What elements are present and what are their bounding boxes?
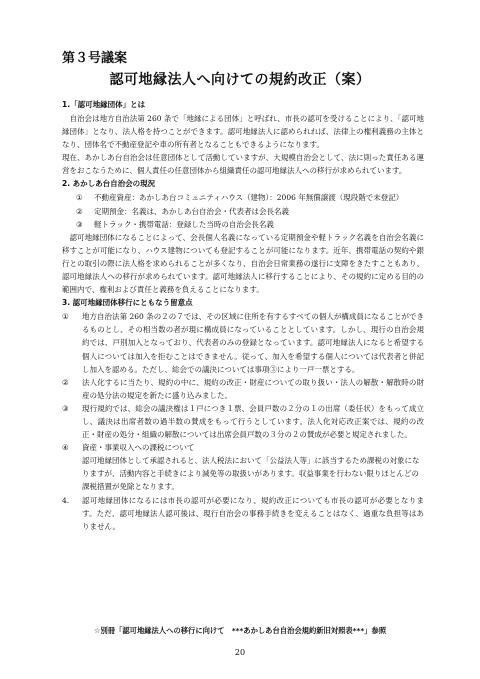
list-item (76, 218, 424, 231)
section-4-marker: 4. (62, 495, 70, 505)
section-1-heading: 1.「認可地縁団体」とは (62, 100, 146, 109)
list-marker: ③ (76, 219, 83, 229)
page-number: 20 (234, 648, 246, 657)
section-1-paragraph: 現在、あかしあ台自治会は任意団体として活動していますが、大規模自治会として、法に則った責任ある運営をおこなうために、個人責任の任意団体から組織責任の認可地縁法人への移行が求められています。 (62, 153, 424, 176)
list-item-text: 現行規約では、総会の議決権は１戸につき１票、会員戸数の２分の１の出席（委任状）をもって成立し、議決は出席者数の過半数の賛成をもって行うとしています。法人化対応改正案では、規約の改正・財産の処分・組織の解散については出席会員戸数の３分の２の賛成が必要と規定されました。 (82, 403, 424, 440)
list-item (76, 191, 424, 204)
list-item-text: 軽トラック・携帯電話：登録した当時の自治会長名義 (94, 219, 274, 229)
document-title: 認可地縁法人へ向けての規約改正（案） (109, 72, 371, 88)
list-marker: ① (76, 193, 83, 203)
list-marker: ④ (62, 443, 69, 453)
list-item (62, 441, 424, 454)
list-item (62, 310, 424, 375)
list-item (62, 402, 424, 441)
bill-number: 第３号議案 (62, 51, 128, 66)
list-item (76, 205, 424, 218)
reference-note: ☆別冊「認可地縁法人への移行に向けて ***あかしあ台自治会規約新旧対照表***」参照 (93, 626, 387, 635)
list-marker: ③ (62, 403, 69, 413)
list-marker: ② (62, 377, 69, 387)
section-3-heading: 3. 認可地縁団体移行にともなう留意点 (62, 298, 193, 308)
section-2-paragraph: 認可地縁団体になることによって、会長個人名義になっている定期預金や軽トラック名義を自治会名義に移すことが可能になり、ハウス建物についても登記することが可能になります。近年、携帯電話の契約や銀行との取引の際に法人格を求められることが多くなり、自治会日常業務の遂行に支障をきたすこともあり、認可地縁法人への移行が求められています。認可地縁法人に移行することにより、その規約に定める目的の範囲内で、権利および責任と義務を負えることになります。 (62, 232, 424, 295)
list-marker: ① (62, 312, 69, 322)
list-item-text: 地方自治法第 260 条の２の７では、その区域に住所を有するすべての個人が構成員になることができるものとし、その相当数の者が現に構成員になっていることとしています。しかし、現行の自治会規約では、戸別加入となっており、代表者のみの登録となっています。認可地縁法人になると希望する個人については加入を拒むことはできません。従って、加入を希望する個人については代表者と併記し加入を認める。ただし、総会での議決については事項③により一戸一票とする。 (82, 312, 424, 374)
section-4-text: 認可地縁団体になるには市長の認可が必要になり、規約改正についても市長の認可が必要となります。ただ、認可地縁法人認可後は、現行自治会の事務手続きを変えることはなく、過重な負担等はありません。 (82, 495, 424, 531)
list-item-text: 法人化するに当たり、規約の中に、規約の改正・財産についての取り扱い・法人の解散・解散時の財産の処分法の規定を新たに盛り込みました。 (82, 377, 424, 400)
section-2-heading: 2. あかしあ台自治会の現況 (62, 179, 156, 189)
list-item-text: 定期預金：名義は、あかしあ台自治会・代表者は会長名義 (94, 206, 289, 216)
section-1-paragraph: 自治会は地方自治法第 260 条で「地縁による団体」と呼ばれ、市長の認可を受けることにより、「認可地縁団体」となり、法人格を持つことができます。認可地縁法人に認められれば、法律上の権利義務の主体となり、団体名で不動産登記や車の所有者となることもできるようになります。 (62, 114, 424, 150)
section-3-list (62, 310, 424, 493)
list-item-continuation: 認可地縁団体として承認されると、法人税法において「公益法人等」に該当するため課税の対象になりますが、活動内容と手続きにより減免等の取扱いがあります。収益事業を行わない限りほとんどの課税措置が免除となります。 (82, 456, 420, 492)
list-marker: ② (76, 206, 83, 216)
section-4 (62, 494, 424, 533)
list-item (62, 376, 424, 402)
document-body (62, 98, 424, 533)
list-item-text: 不動産資産：あかしあ台コミュニティハウス（建物）：2006 年無償譲渡（現段階で未登記） (94, 193, 404, 203)
list-item-text: 資産・事業収入への課税について (82, 443, 195, 453)
section-2-list (62, 191, 424, 230)
